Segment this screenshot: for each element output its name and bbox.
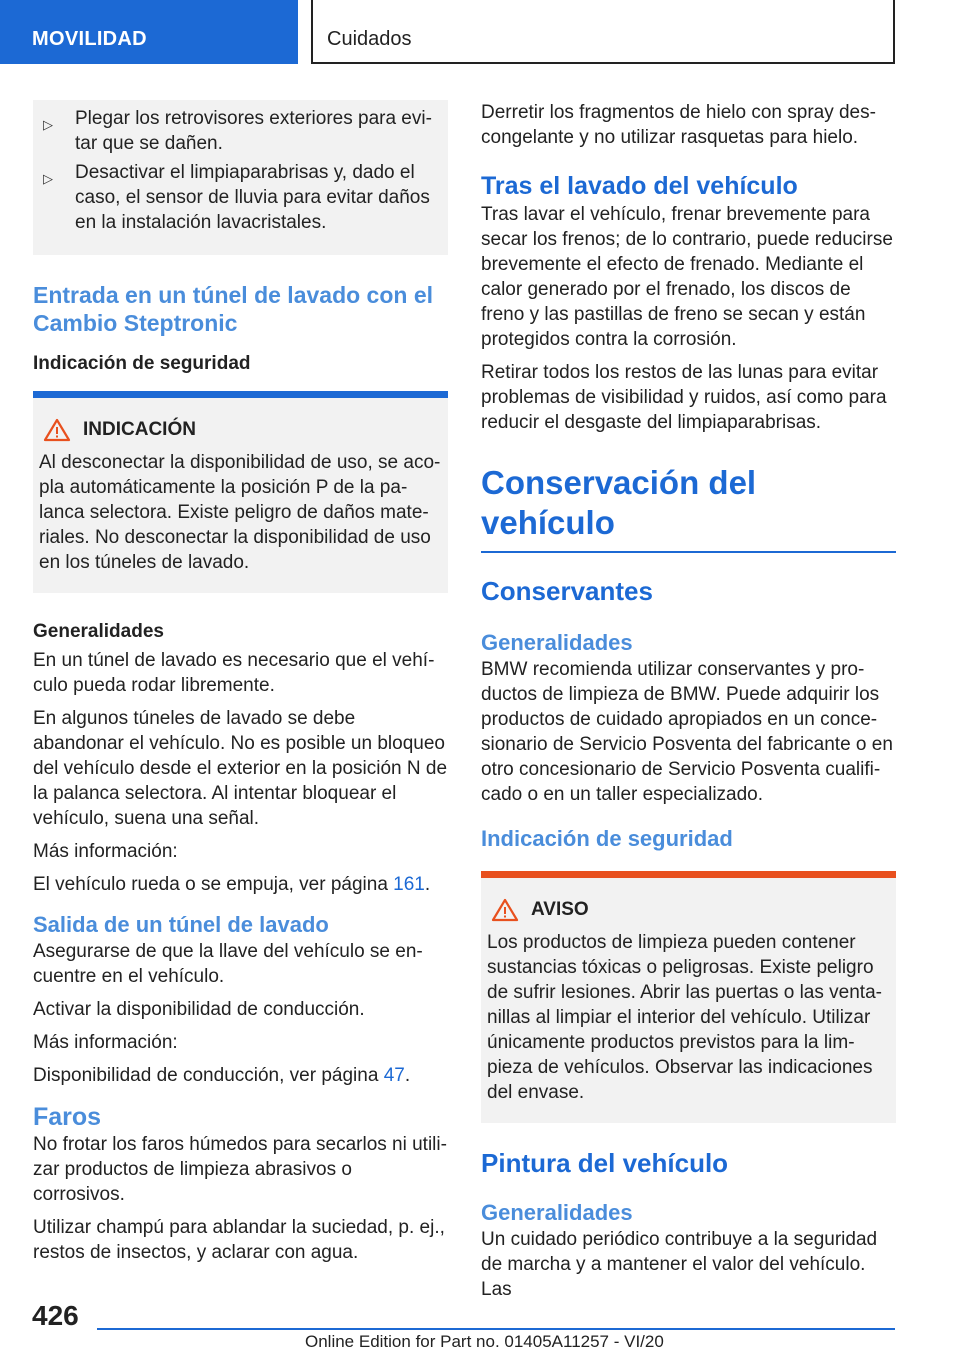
exit-heading: Salida de un túnel de lavado	[33, 912, 329, 937]
paragraph: En un túnel de lavado es necesario que el vehículo pueda rodar libremente.	[33, 650, 435, 696]
notice-text: Al desconectar la disponibilidad de uso, se acopla automáticamente la posición P de la palanca selectora. Existe peligro de daños materiales. No desconectar la disponibilidad de uso en los túneles de lavado.	[39, 452, 441, 573]
safety-label: Indicación de seguridad	[33, 353, 251, 374]
page-number: 426	[32, 1300, 79, 1331]
general-label: Generalidades	[33, 621, 164, 642]
cross-reference: Disponibilidad de conducción, ver página 47.	[33, 1065, 411, 1086]
paragraph: Más información:	[33, 1032, 178, 1053]
paragraph: En algunos túneles de lavado se debe abandonar el vehículo. No es posible un bloqueo del vehículo desde el exterior en la posición N de la palanca selectora. Al intentar bloquear el vehículo, suena una señal.	[33, 708, 448, 829]
paragraph: Más información:	[33, 841, 178, 862]
list-item-text: Desactivar el limpiaparabrisas y, dado el caso, el sensor de lluvia para evitar daños en la instalación lavacristales.	[75, 162, 430, 233]
bullet-box	[33, 100, 448, 255]
cross-reference: El vehículo rueda o se empuja, ver página 161.	[33, 874, 431, 895]
conservantes-heading: Conservantes	[481, 576, 653, 606]
conservation-heading: Conservación del vehículo	[481, 463, 896, 553]
right-column	[481, 100, 896, 1310]
paragraph: Utilizar champú para ablandar la suciedad, p. ej., restos de insectos, y aclarar con agua.	[33, 1217, 445, 1263]
warning-triangle-icon	[43, 418, 71, 442]
notice-title: AVISO	[531, 899, 589, 920]
paragraph: Activar la disponibilidad de conducción.	[33, 999, 365, 1020]
list-item-text: Plegar los retrovisores exteriores para evitar que se dañen.	[75, 108, 432, 154]
paragraph: Asegurarse de que la llave del vehículo se encuentre en el vehículo.	[33, 941, 423, 987]
paragraph: Derretir los fragmentos de hielo con spray descongelante y no utilizar rasquetas para hielo.	[481, 102, 876, 148]
section-tab: MOVILIDAD	[0, 0, 298, 64]
triangle-bullet-icon: ▷	[43, 171, 53, 186]
paragraph: Un cuidado periódico contribuye a la seguridad de marcha y a mantener el valor del vehículo. Las	[481, 1229, 878, 1300]
paint-general-heading: Generalidades	[481, 1200, 633, 1225]
left-column	[33, 100, 448, 1273]
paragraph: No frotar los faros húmedos para secarlos ni utilizar productos de limpieza abrasivos o corrosivos.	[33, 1134, 447, 1205]
notice-text: Los productos de limpieza pueden contener sustancias tóxicas o peligrosas. Existe peligro de sufrir lesiones. Abrir las puertas o las ventanillas al limpiar el interior del vehículo. Utilizar únicamente productos previstos para la limpieza de vehículos. Observar las indicaciones del envase.	[487, 932, 882, 1103]
notice-title: INDICACIÓN	[83, 419, 196, 440]
notice-box	[33, 391, 448, 593]
tunnel-heading: Entrada en un túnel de lavado con el Cambio Steptronic	[33, 282, 434, 336]
notice-header	[43, 418, 442, 442]
list-item	[43, 160, 434, 235]
warning-box	[481, 871, 896, 1123]
chapter-title: Cuidados	[311, 0, 895, 64]
after-wash-heading: Tras el lavado del vehículo	[481, 172, 798, 200]
paragraph: BMW recomienda utilizar conservantes y productos de limpieza de BMW. Puede adquirir los productos de cuidado apropiados en un concesionario de Servicio Posventa del fabricante o en otro concesionario de Servicio Posventa cualificado o en un taller especializado.	[481, 659, 893, 805]
list-item	[43, 106, 434, 156]
triangle-bullet-icon: ▷	[43, 117, 53, 132]
footer-divider	[97, 1328, 895, 1330]
faros-heading: Faros	[33, 1103, 102, 1131]
paragraph: Retirar todos los restos de las lunas para evitar problemas de visibilidad y ruidos, así como para reducir el desgaste del limpiaparabrisas.	[481, 362, 887, 433]
paint-heading: Pintura del vehículo	[481, 1148, 729, 1178]
warning-triangle-icon	[491, 898, 519, 922]
notice-header	[491, 898, 890, 922]
page-link[interactable]: 161	[393, 874, 425, 895]
general-heading: Generalidades	[481, 630, 633, 655]
paragraph: Tras lavar el vehículo, frenar brevemente para secar los frenos; de lo contrario, puede reducirse brevemente el efecto de frenado. Mediante el calor generado por el frenado, los discos de freno y las pastillas de freno se secan y están protegidos contra la corrosión.	[481, 204, 893, 350]
page-link[interactable]: 47	[383, 1065, 405, 1086]
safety-heading: Indicación de seguridad	[481, 826, 733, 851]
edition-info: Online Edition for Part no. 01405A11257 - VI/20	[305, 1332, 664, 1351]
